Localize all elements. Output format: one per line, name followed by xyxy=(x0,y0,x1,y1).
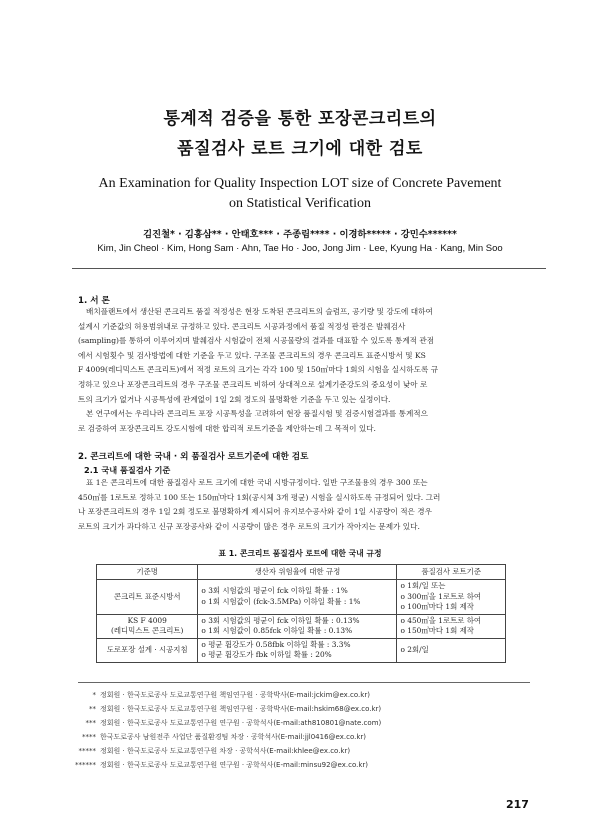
footnote xyxy=(0,760,600,770)
cell-line: o 평균 휨강도가 fbk 이하일 확률 : 20% xyxy=(201,650,332,659)
section-1-line: (sampling)를 통하여 이루어지며 발췌검사 시험값이 전체 시공물량의 결과를 대표할 수 있도록 통계적 관점 xyxy=(78,336,435,346)
authors-korean: 김진철* · 김홍삼** · 안태호*** · 주종림**** · 이경하***** · 강민수****** xyxy=(143,229,457,240)
footnote-divider xyxy=(78,682,530,683)
cell-line: o 150㎥마다 1회 제작 xyxy=(400,626,474,635)
footnote xyxy=(0,746,600,756)
table-cell-standard xyxy=(97,580,198,615)
table-header-cell: 기준명 xyxy=(97,565,198,580)
cell-line: o 1회 시험값이 0.85fck 이하일 확률 : 0.13% xyxy=(201,626,353,635)
cell-line: o 평균 휨강도가 0.58fbk 이하일 확률 : 3.3% xyxy=(201,639,351,649)
table-cell-lot xyxy=(397,614,506,638)
table-cell-rule xyxy=(198,614,397,638)
table-header-cell: 품질검사 로트기준 xyxy=(397,565,506,580)
cell-line: o 300㎥을 1로트로 하여 xyxy=(400,591,482,601)
english-title-line-2: on Statistical Verification xyxy=(228,196,372,211)
footnote-text: 정회원 · 한국도로공사 도로교통연구원 연구원 · 공학석사(E-mail:ath810801@nate.com) xyxy=(100,719,382,727)
table-cell-rule xyxy=(198,580,397,615)
table-1-caption: 표 1. 콘크리트 품질검사 로트에 대한 국내 규정 xyxy=(218,549,382,558)
section-2-heading: 2. 콘크리트에 대한 국내 · 외 품질검사 로트기준에 대한 검토 xyxy=(78,452,309,462)
section-2-line: 나 포장콘크리트의 경우 1일 2회 정도로 불명확하게 제시되어 유지보수공사와 같이 1일 시공량이 적은 경우 xyxy=(78,507,432,517)
table-header-cell: 생산자 위험율에 대한 규정 xyxy=(198,565,397,580)
cell-line: o 450㎥을 1로트로 하여 xyxy=(400,615,482,625)
footnote-text: 정회원 · 한국도로공사 도로교통연구원 차장 · 공학석사(E-mail:khlee@ex.co.kr) xyxy=(100,747,351,755)
cell-line: KS F 4009 xyxy=(127,615,167,625)
footnote-text: 정회원 · 한국도로공사 도로교통연구원 연구원 · 공학석사(E-mail:minsu92@ex.co.kr) xyxy=(100,761,369,769)
cell-line: 도로포장 설계 · 시공지침 xyxy=(106,644,188,654)
section-1-line: 배치플랜트에서 생산된 콘크리트 품질 적정성은 현장 도착된 콘크리트의 슬럼프, 공기량 및 강도에 대하여 xyxy=(86,307,433,316)
footnote-mark: * xyxy=(92,691,96,699)
cell-line: o 1회/일 또는 xyxy=(400,581,446,590)
cell-line: 콘크리트 표준시방서 xyxy=(113,591,181,601)
table-cell-lot xyxy=(397,580,506,615)
section-1-line: 설계시 기준값의 허용범위내로 규정하고 있다. 콘크리트 시공과정에서 품질 적정성 판정은 발췌검사 xyxy=(78,321,406,331)
footnote xyxy=(0,690,600,700)
korean-title-line-1: 통계적 검증을 통한 포장콘크리트의 xyxy=(163,109,437,129)
table-cell-standard xyxy=(97,614,198,638)
section-1-line: F 4009(레디믹스트 콘크리트)에서 적정 로트의 크기는 각각 100 및 150㎥마다 1회의 시험을 실시하도록 규 xyxy=(78,365,439,375)
table-header-row xyxy=(97,565,506,580)
footnote-mark: ***** xyxy=(78,747,96,755)
section-2-body xyxy=(78,476,530,534)
table-cell-standard xyxy=(97,638,198,662)
cell-line: o 1회 시험값이 (fck-3.5MPa) 이하일 확률 : 1% xyxy=(201,596,361,606)
footnote-mark: ****** xyxy=(75,761,96,769)
korean-title-line-2: 품질검사 로트 크기에 대한 검토 xyxy=(177,139,423,159)
section-1-line: 정하고 있으나 포장콘크리트의 경우 구조물 콘크리트 비하여 상대적으로 설계기준강도의 중요성이 낮아 로 xyxy=(78,379,428,389)
cell-line: o 3회 시험값의 평균이 fck 이하일 확률 : 1% xyxy=(201,586,348,596)
table-cell-lot xyxy=(397,638,506,662)
english-title-line-1: An Examination for Quality Inspection LOT size of Concrete Pavement xyxy=(98,176,502,191)
footnote-text: 정회원 · 한국도로공사 도로교통연구원 책임연구원 · 공학박사(E-mail:jckim@ex.co.kr) xyxy=(100,691,370,699)
cell-line: (레디믹스트 콘크리트) xyxy=(111,626,184,635)
section-2-line: 로트의 크기가 과다하고 신규 포장공사와 같이 시공량이 많은 경우 로트의 크기가 작아지는 문제가 있다. xyxy=(78,521,420,531)
page-number: 217 xyxy=(506,798,529,811)
authors-english: Kim, Jin Cheol · Kim, Hong Sam · Ahn, Tae Ho · Joo, Jong Jim · Lee, Kyung Ha · Kang, Min Soo xyxy=(97,243,503,254)
cell-line: o 2회/일 xyxy=(400,644,429,654)
cell-line: o 3회 시험값의 평균이 fck 이하일 확률 : 0.13% xyxy=(201,615,360,625)
table-1 xyxy=(96,564,506,663)
section-1-heading: 1. 서 론 xyxy=(78,296,110,306)
table-row xyxy=(97,580,506,615)
footnote xyxy=(0,732,600,742)
section-2-line: 표 1은 콘크리트에 대한 품질검사 로트 크기에 대한 국내 시방규정이다. 일반 구조물용의 경우 300 또는 xyxy=(86,478,428,487)
header-divider xyxy=(72,268,546,269)
table-cell-rule xyxy=(198,638,397,662)
section-1-body xyxy=(78,305,530,436)
cell-line: o 100㎥마다 1회 제작 xyxy=(400,602,474,611)
section-2-line: 450㎥를 1로트로 정하고 100 또는 150㎥마다 1회(공시체 3개 평균) 시험을 실시하도록 규정되어 있다. 그러 xyxy=(78,492,441,502)
footnote-mark: **** xyxy=(82,733,96,741)
table-row xyxy=(97,614,506,638)
footnote-text: 정회원 · 한국도로공사 도로교통연구원 책임연구원 · 공학박사(E-mail:hskim68@ex.co.kr) xyxy=(100,705,382,713)
section-1-line: 로 검증하여 포장콘크리트 강도시험에 대한 합리적 로트기준을 제안하는데 그 목적이 있다. xyxy=(78,423,376,433)
footnote-mark: *** xyxy=(85,719,96,727)
footnote-text: 한국도로공사 남원전주 사업단 품질환경팀 차장 · 공학석사(E-mail:jjl0416@ex.co.kr) xyxy=(100,733,366,741)
table-row xyxy=(97,638,506,662)
footnote xyxy=(0,718,600,728)
section-1-line: 본 연구에서는 우리나라 콘크리트 포장 시공특성을 고려하여 현장 품질시험 및 검증시험결과를 통계적으 xyxy=(86,409,428,419)
footnote-mark: ** xyxy=(89,705,96,713)
section-2-1-heading: 2.1 국내 품질검사 기준 xyxy=(84,465,171,475)
section-1-line: 트의 크기가 없거나 시공특성에 관계없이 1일 2회 정도의 불명확한 기준을 두고 있는 실정이다. xyxy=(78,394,391,404)
section-1-line: 에서 시험횟수 및 검사방법에 대한 기준을 두고 있다. 구조물 콘크리트의 경우 콘크리트 표준시방서 및 KS xyxy=(78,350,426,360)
footnote xyxy=(0,704,600,714)
